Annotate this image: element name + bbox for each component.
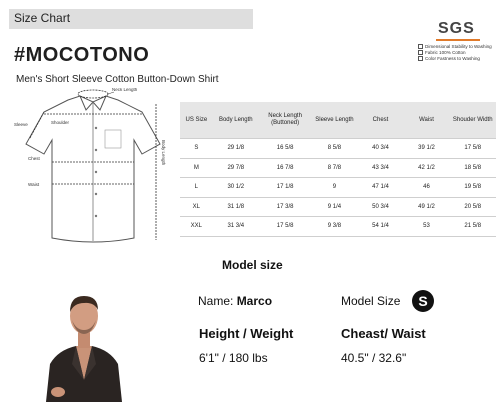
name-value: Marco <box>236 294 273 308</box>
brand-name: MOCOTONO <box>25 44 150 66</box>
chest-waist-label: Cheast/ Waist <box>341 326 426 341</box>
table-row <box>180 178 496 198</box>
table-cell: 40 3/4 <box>358 139 404 159</box>
table-cell: 20 5/8 <box>449 197 496 217</box>
table-cell: 42 1/2 <box>404 158 450 178</box>
model-size-badge: S <box>412 290 434 312</box>
chest-waist-value: 40.5" / 32.6" <box>341 351 407 365</box>
table-cell: 54 1/4 <box>358 217 404 237</box>
model-size-heading: Model size <box>222 258 283 272</box>
size-chart-title: Size Chart <box>14 11 71 25</box>
table-cell: 17 3/8 <box>259 197 311 217</box>
column-header: US Size <box>180 102 213 139</box>
height-weight-value: 6'1" / 180 lbs <box>199 351 268 365</box>
table-cell: 9 3/8 <box>311 217 357 237</box>
table-row <box>180 158 496 178</box>
table-cell: 16 7/8 <box>259 158 311 178</box>
table-cell: XXL <box>180 217 213 237</box>
table-cell: 50 3/4 <box>358 197 404 217</box>
table-cell: XL <box>180 197 213 217</box>
table-header-row <box>180 102 496 139</box>
table-cell: 9 1/4 <box>311 197 357 217</box>
brand-logo <box>14 44 149 67</box>
column-header: Chest <box>358 102 404 139</box>
table-cell: 46 <box>404 178 450 198</box>
table-cell: 43 3/4 <box>358 158 404 178</box>
name-label: Name: <box>198 294 234 308</box>
table-cell: L <box>180 178 213 198</box>
table-row <box>180 217 496 237</box>
sgs-item: Color Fastness to Washing <box>418 56 492 62</box>
table-cell: M <box>180 158 213 178</box>
table-cell: 9 <box>311 178 357 198</box>
product-subtitle: Men's Short Sleeve Cotton Button-Down Shirt <box>16 74 219 85</box>
column-header: Body Length <box>213 102 259 139</box>
model-photo <box>36 284 132 402</box>
table-cell: 17 5/8 <box>449 139 496 159</box>
table-cell: 47 1/4 <box>358 178 404 198</box>
neck-label: Neck Length <box>112 88 138 92</box>
column-header: Sleeve Length <box>311 102 357 139</box>
table-cell: 17 5/8 <box>259 217 311 237</box>
body-length-label: Body Length <box>161 140 166 166</box>
table-cell: 16 5/8 <box>259 139 311 159</box>
model-size-label: Model Size <box>341 294 401 308</box>
table-cell: 49 1/2 <box>404 197 450 217</box>
table-cell: 30 1/2 <box>213 178 259 198</box>
table-cell: 29 7/8 <box>213 158 259 178</box>
table-cell: 8 7/8 <box>311 158 357 178</box>
column-header: Waist <box>404 102 450 139</box>
table-cell: 8 5/8 <box>311 139 357 159</box>
table-cell: 29 1/8 <box>213 139 259 159</box>
hash-icon: # <box>14 44 26 66</box>
sgs-underline <box>436 39 480 41</box>
height-weight-label: Height / Weight <box>199 326 294 341</box>
column-header: Neck Length (Buttoned) <box>259 102 311 139</box>
table-cell: 53 <box>404 217 450 237</box>
shoulder-label: Shoulder <box>51 120 70 125</box>
waist-label: Waist <box>28 182 40 187</box>
table-cell: 17 1/8 <box>259 178 311 198</box>
table-cell: 31 3/4 <box>213 217 259 237</box>
sgs-item: Fabric 100% Cotton <box>418 50 492 56</box>
table-row <box>180 139 496 159</box>
sleeve-label: Sleeve <box>14 122 28 127</box>
size-table <box>180 102 496 237</box>
sgs-logo: SGS <box>438 20 475 37</box>
table-cell: 39 1/2 <box>404 139 450 159</box>
chest-label: Chest <box>28 156 40 161</box>
model-name <box>198 294 272 308</box>
shirt-diagram <box>10 88 176 258</box>
sgs-certification-list <box>418 44 492 62</box>
sgs-item: Dimensional Stability to Washing <box>418 44 492 50</box>
table-cell: 31 1/8 <box>213 197 259 217</box>
table-cell: 18 5/8 <box>449 158 496 178</box>
table-row <box>180 197 496 217</box>
table-cell: 21 5/8 <box>449 217 496 237</box>
table-cell: 19 5/8 <box>449 178 496 198</box>
table-cell: S <box>180 139 213 159</box>
column-header: Shouder Width <box>449 102 496 139</box>
